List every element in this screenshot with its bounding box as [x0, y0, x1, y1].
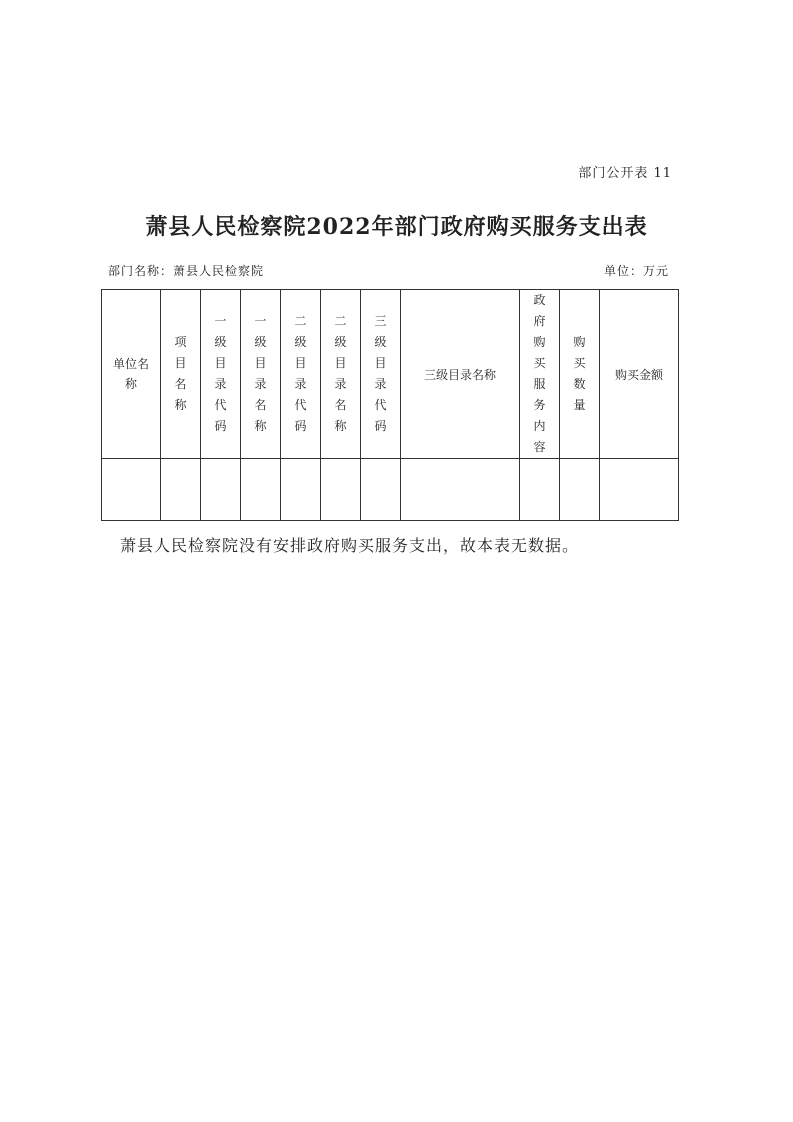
col-quantity: 购买数量	[560, 290, 600, 459]
table-cell	[102, 459, 161, 521]
table-cell	[401, 459, 520, 521]
table-cell	[520, 459, 560, 521]
table-cell	[321, 459, 361, 521]
header-row	[102, 290, 679, 459]
table-cell	[241, 459, 281, 521]
col-l2-code: 二级目录代码	[281, 290, 321, 459]
col-amount: 购买金额	[600, 290, 679, 459]
col-project-name: 项目名称	[161, 290, 201, 459]
table-number: 部门公开表 11	[578, 166, 672, 181]
procurement-table	[101, 289, 679, 521]
table-cell	[201, 459, 241, 521]
table-cell	[361, 459, 401, 521]
department-name: 部门名称：萧县人民检察院	[108, 264, 265, 278]
col-l2-name: 二级目录名称	[321, 290, 361, 459]
unit-label: 单位：万元	[603, 264, 669, 278]
table-cell	[600, 459, 679, 521]
col-service-content: 政府购买服务内容	[520, 290, 560, 459]
page-title: 萧县人民检察院2022年部门政府购买服务支出表	[145, 214, 648, 240]
table-cell	[281, 459, 321, 521]
col-l1-code: 一级目录代码	[201, 290, 241, 459]
col-l3-name: 三级目录名称	[401, 290, 520, 459]
no-data-note: 萧县人民检察院没有安排政府购买服务支出，故本表无数据。	[120, 536, 580, 555]
table-row	[102, 459, 679, 521]
table-cell	[161, 459, 201, 521]
col-l1-name: 一级目录名称	[241, 290, 281, 459]
col-unit-name: 单位名称	[102, 290, 161, 459]
col-l3-code: 三级目录代码	[361, 290, 401, 459]
table-cell	[560, 459, 600, 521]
